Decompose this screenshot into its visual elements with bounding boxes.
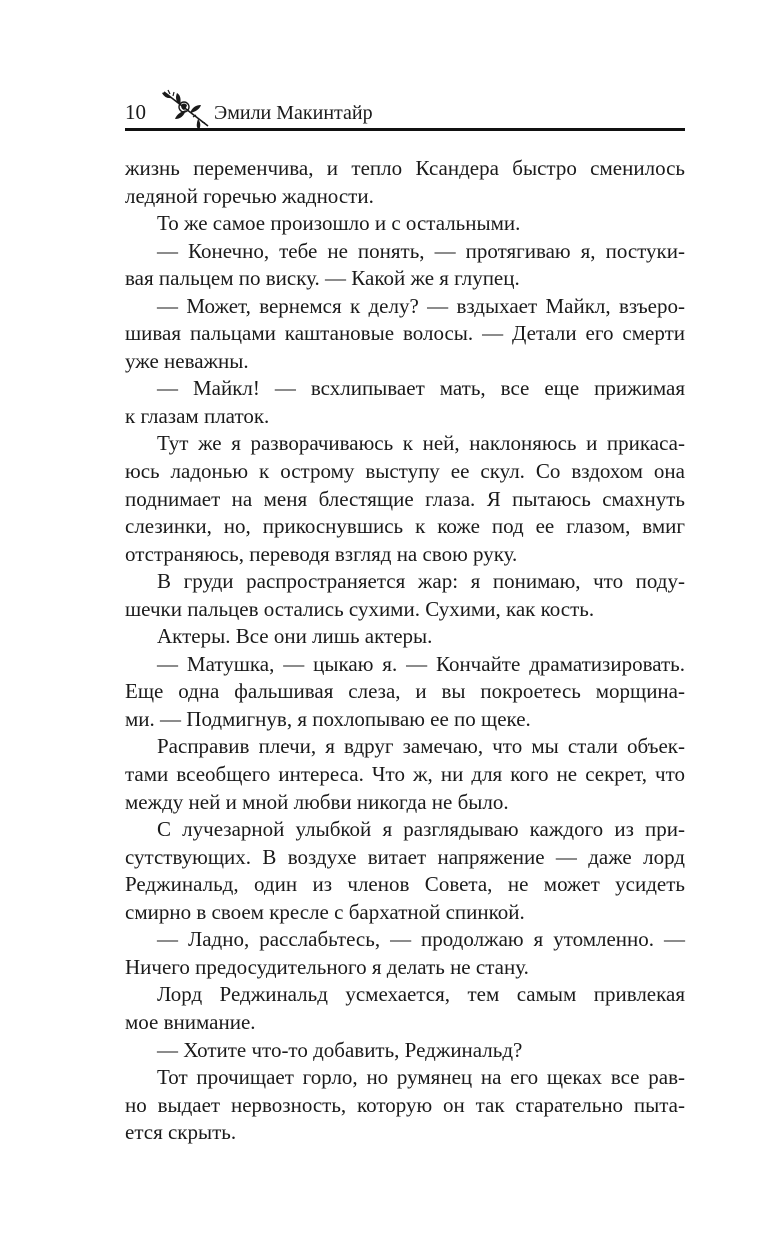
text-line: между ней и мной любви никогда не было. bbox=[125, 789, 509, 814]
text-line: — Матушка, — цыкаю я. — Кончайте драматизировать. bbox=[157, 651, 685, 676]
text-line: сутствующих. В воздухе витает напряжение — даже лорд bbox=[125, 844, 685, 869]
text-line: Лорд Реджинальд усмехается, тем самым привлекая bbox=[157, 982, 685, 1007]
text-line: жизнь переменчива, и тепло Ксандера быстро сменилось bbox=[125, 156, 685, 180]
page-number: 10 bbox=[125, 100, 146, 124]
text-line: Расправив плечи, я вдруг замечаю, что мы стали объек- bbox=[157, 734, 685, 759]
text-line: — Может, вернемся к делу? — вздыхает Майкл, взъеро- bbox=[157, 293, 685, 318]
text-line: Еще одна фальшивая слеза, и вы покроетесь морщина- bbox=[125, 679, 685, 704]
text-line: шечки пальцев остались сухими. Сухими, как кость. bbox=[125, 596, 595, 621]
text-line: То же самое произошло и с остальными. bbox=[157, 211, 521, 236]
text-line: В груди распространяется жар: я понимаю, что поду- bbox=[157, 569, 685, 594]
text-line: слезинки, но, прикоснувшись к коже под ее глазом, вмиг bbox=[125, 514, 685, 539]
text-line: тами всеобщего интереса. Что ж, ни для кого не секрет, что bbox=[125, 762, 685, 787]
text-line: уже неважны. bbox=[125, 348, 249, 373]
text-line: вая пальцем по виску. — Какой же я глупец. bbox=[125, 266, 520, 291]
text-line: ется скрыть. bbox=[125, 1120, 237, 1145]
text-line: — Хотите что-то добавить, Реджинальд? bbox=[157, 1037, 523, 1062]
text-line: — Ладно, расслабьтесь, — продолжаю я утомленно. — bbox=[157, 927, 685, 952]
text-line: юсь ладонью к острому выступу ее скул. Со вздохом она bbox=[125, 459, 685, 484]
header-rule bbox=[125, 128, 685, 131]
text-line: отстраняюсь, переводя взгляд на свою руку. bbox=[125, 541, 518, 566]
text-line: Актеры. Все они лишь актеры. bbox=[157, 624, 433, 649]
running-header bbox=[125, 96, 685, 130]
text-line: поднимает на меня блестящие глаза. Я пытаюсь смахнуть bbox=[125, 486, 685, 511]
text-line: Ничего предосудительного я делать не стану. bbox=[125, 954, 529, 979]
text-line: Тот прочищает горло, но румянец на его щеках все рав- bbox=[157, 1065, 685, 1090]
text-line: Реджинальд, один из членов Совета, не может усидеть bbox=[125, 872, 685, 897]
page-body bbox=[125, 155, 685, 1147]
text-line: к глазам платок. bbox=[125, 403, 270, 428]
rose-sprig-icon bbox=[160, 86, 212, 130]
text-line: мое внимание. bbox=[125, 1009, 256, 1034]
text-line: Тут же я разворачиваюсь к ней, наклоняюсь и прикаса- bbox=[157, 431, 685, 456]
text-line: ледяной горечью жадности. bbox=[125, 183, 374, 208]
text-line: шивая пальцами каштановые волосы. — Детали его смерти bbox=[125, 321, 685, 346]
text-line: С лучезарной улыбкой я разглядываю каждого из при- bbox=[157, 817, 685, 842]
text-line: — Конечно, тебе не понять, — протягиваю я, постуки- bbox=[157, 238, 685, 263]
text-line: — Майкл! — всхлипывает мать, все еще прижимая bbox=[157, 376, 685, 401]
text-line: но выдает нервозность, которую он так старательно пыта- bbox=[125, 1092, 685, 1117]
text-line: смирно в своем кресле с бархатной спинкой. bbox=[125, 899, 525, 924]
text-line: ми. — Подмигнув, я похлопываю ее по щеке. bbox=[125, 706, 531, 731]
author-name: Эмили Макинтайр bbox=[214, 102, 373, 124]
